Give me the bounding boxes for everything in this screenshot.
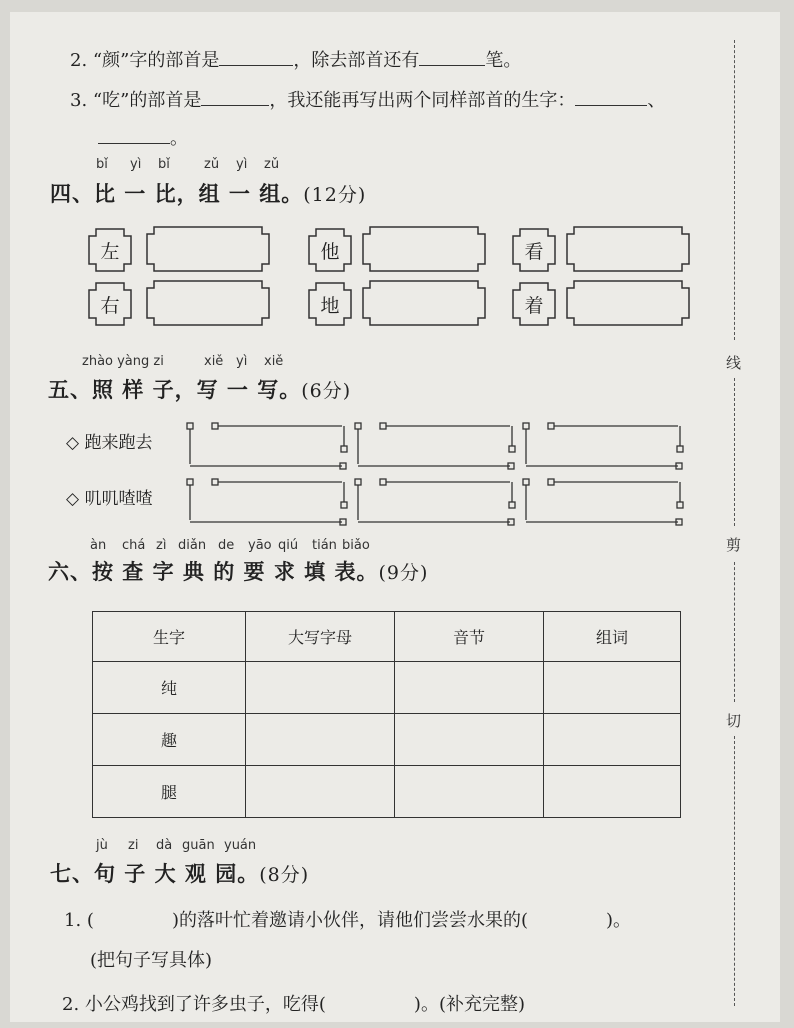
- pinyin: zì: [156, 538, 167, 553]
- answer-blank[interactable]: [98, 125, 170, 144]
- pinyin: xiě: [204, 354, 224, 369]
- section5-heading: [48, 374, 351, 404]
- answer-blank[interactable]: [201, 87, 269, 106]
- question-number: 2.: [70, 50, 88, 71]
- question-text: “颜”字的部首是: [92, 50, 220, 71]
- example-phrase-1: ◇ 跑来跑去: [66, 433, 153, 453]
- char-cell: 腿: [93, 766, 246, 818]
- answer-cell[interactable]: [544, 662, 681, 714]
- word-answer-box[interactable]: [146, 280, 270, 326]
- char-box: [308, 228, 352, 272]
- pinyin: yì: [236, 157, 248, 172]
- section7-question-2: [62, 990, 525, 1016]
- section-score: (6分): [301, 380, 352, 402]
- pinyin: dà: [156, 838, 173, 853]
- section7-heading: [50, 858, 309, 888]
- cut-line: [734, 378, 735, 526]
- answer-cell[interactable]: [395, 766, 544, 818]
- example-phrase-2: ◇ 叽叽喳喳: [66, 489, 153, 509]
- pinyin: xiě: [264, 354, 284, 369]
- pinyin: jù: [96, 838, 108, 853]
- compare-char: 他: [320, 240, 340, 263]
- compare-char: 着: [524, 294, 544, 317]
- question-number: 3.: [70, 90, 88, 111]
- char-box: [512, 282, 556, 326]
- char-cell: 纯: [93, 662, 246, 714]
- char-box: [88, 282, 132, 326]
- word-answer-box[interactable]: [566, 226, 690, 272]
- header-cell: 音节: [395, 612, 544, 662]
- section7-question-1: [64, 906, 631, 932]
- cut-line: [734, 736, 735, 1006]
- pinyin: qiú: [278, 538, 299, 553]
- phrase-writing-frame[interactable]: [186, 422, 360, 482]
- margin-char: 切: [726, 712, 742, 730]
- pinyin: yì: [130, 157, 142, 172]
- pinyin: bǐ: [96, 157, 108, 172]
- paren-open: (: [86, 910, 94, 931]
- word-answer-box[interactable]: [362, 226, 486, 272]
- question-2: [70, 46, 521, 72]
- question-text: 笔。: [485, 50, 522, 71]
- section-title: 五、照 样 子，写 一 写。: [48, 377, 302, 402]
- word-answer-box[interactable]: [566, 280, 690, 326]
- question-3-continued: [98, 124, 188, 150]
- compare-char: 右: [100, 294, 120, 317]
- answer-cell[interactable]: [395, 662, 544, 714]
- cut-line: [734, 40, 735, 340]
- header-cell: 生字: [93, 612, 246, 662]
- table-row: [93, 766, 681, 818]
- question-number: 1.: [64, 910, 82, 931]
- pinyin: diǎn: [178, 538, 207, 553]
- question-text: )。(补充完整): [413, 994, 525, 1015]
- section-title: 六、按 查 字 典 的 要 求 填 表。: [48, 559, 379, 584]
- margin-char: 剪: [726, 536, 742, 554]
- answer-cell[interactable]: [544, 714, 681, 766]
- pinyin: yāo: [248, 538, 272, 553]
- phrase-writing-frame[interactable]: [354, 422, 528, 482]
- section6-heading: [48, 556, 428, 586]
- margin-char: 线: [726, 354, 742, 372]
- section-title: 四、比 一 比，组 一 组。: [50, 181, 304, 206]
- pinyin: tián: [312, 538, 337, 553]
- cut-line: [734, 562, 735, 702]
- pinyin: biǎo: [342, 538, 370, 553]
- question-text: ，除去部首还有: [293, 50, 420, 71]
- question-text: “吃”的部首是: [92, 90, 202, 111]
- answer-cell[interactable]: [246, 662, 395, 714]
- compare-char: 地: [320, 294, 340, 317]
- phrase-writing-frame[interactable]: [522, 478, 696, 538]
- table-header-row: [93, 612, 681, 662]
- question-text: )。: [606, 910, 632, 931]
- dictionary-table: [92, 611, 681, 818]
- word-answer-box[interactable]: [362, 280, 486, 326]
- answer-blank[interactable]: [219, 47, 293, 66]
- pinyin: zǔ: [204, 157, 220, 172]
- table-row: [93, 714, 681, 766]
- question-text: )的落叶忙着邀请小伙伴，请他们尝尝水果的(: [171, 910, 528, 931]
- pinyin: de: [218, 538, 235, 553]
- pinyin: yuán: [224, 838, 257, 853]
- question-text: ，我还能再写出两个同样部首的生字：: [269, 90, 576, 111]
- pinyin: yì: [236, 354, 248, 369]
- compare-char: 看: [524, 240, 544, 263]
- pinyin: zǔ: [264, 157, 280, 172]
- answer-blank[interactable]: [575, 87, 647, 106]
- question-text: 2. 小公鸡找到了许多虫子，吃得(: [62, 994, 326, 1015]
- header-cell: 大写字母: [246, 612, 395, 662]
- answer-blank[interactable]: [419, 47, 485, 66]
- section4-heading: [50, 178, 366, 208]
- question-text: 。: [170, 128, 188, 149]
- pinyin: zhào yàng zi: [82, 354, 164, 369]
- char-box: [308, 282, 352, 326]
- answer-cell[interactable]: [395, 714, 544, 766]
- answer-cell[interactable]: [246, 766, 395, 818]
- phrase-writing-frame[interactable]: [354, 478, 528, 538]
- question-3: [70, 86, 665, 112]
- header-cell: 组词: [544, 612, 681, 662]
- char-box: [512, 228, 556, 272]
- pinyin: zi: [128, 838, 139, 853]
- question-text: 、: [647, 90, 666, 111]
- char-box: [88, 228, 132, 272]
- phrase-writing-frame[interactable]: [186, 478, 360, 538]
- table-row: [93, 662, 681, 714]
- pinyin: àn: [90, 538, 107, 553]
- section-title: 七、句 子 大 观 园。: [50, 861, 260, 886]
- answer-cell[interactable]: [544, 766, 681, 818]
- pinyin: bǐ: [158, 157, 170, 172]
- section-score: (9分): [378, 562, 429, 584]
- phrase-writing-frame[interactable]: [522, 422, 696, 482]
- pinyin: guān: [182, 838, 215, 853]
- question-note: (把句子写具体): [90, 950, 213, 971]
- char-cell: 趣: [93, 714, 246, 766]
- compare-char: 左: [100, 240, 120, 263]
- section-score: (12分): [303, 184, 367, 206]
- section-score: (8分): [259, 864, 310, 886]
- answer-cell[interactable]: [246, 714, 395, 766]
- word-answer-box[interactable]: [146, 226, 270, 272]
- pinyin: chá: [122, 538, 146, 553]
